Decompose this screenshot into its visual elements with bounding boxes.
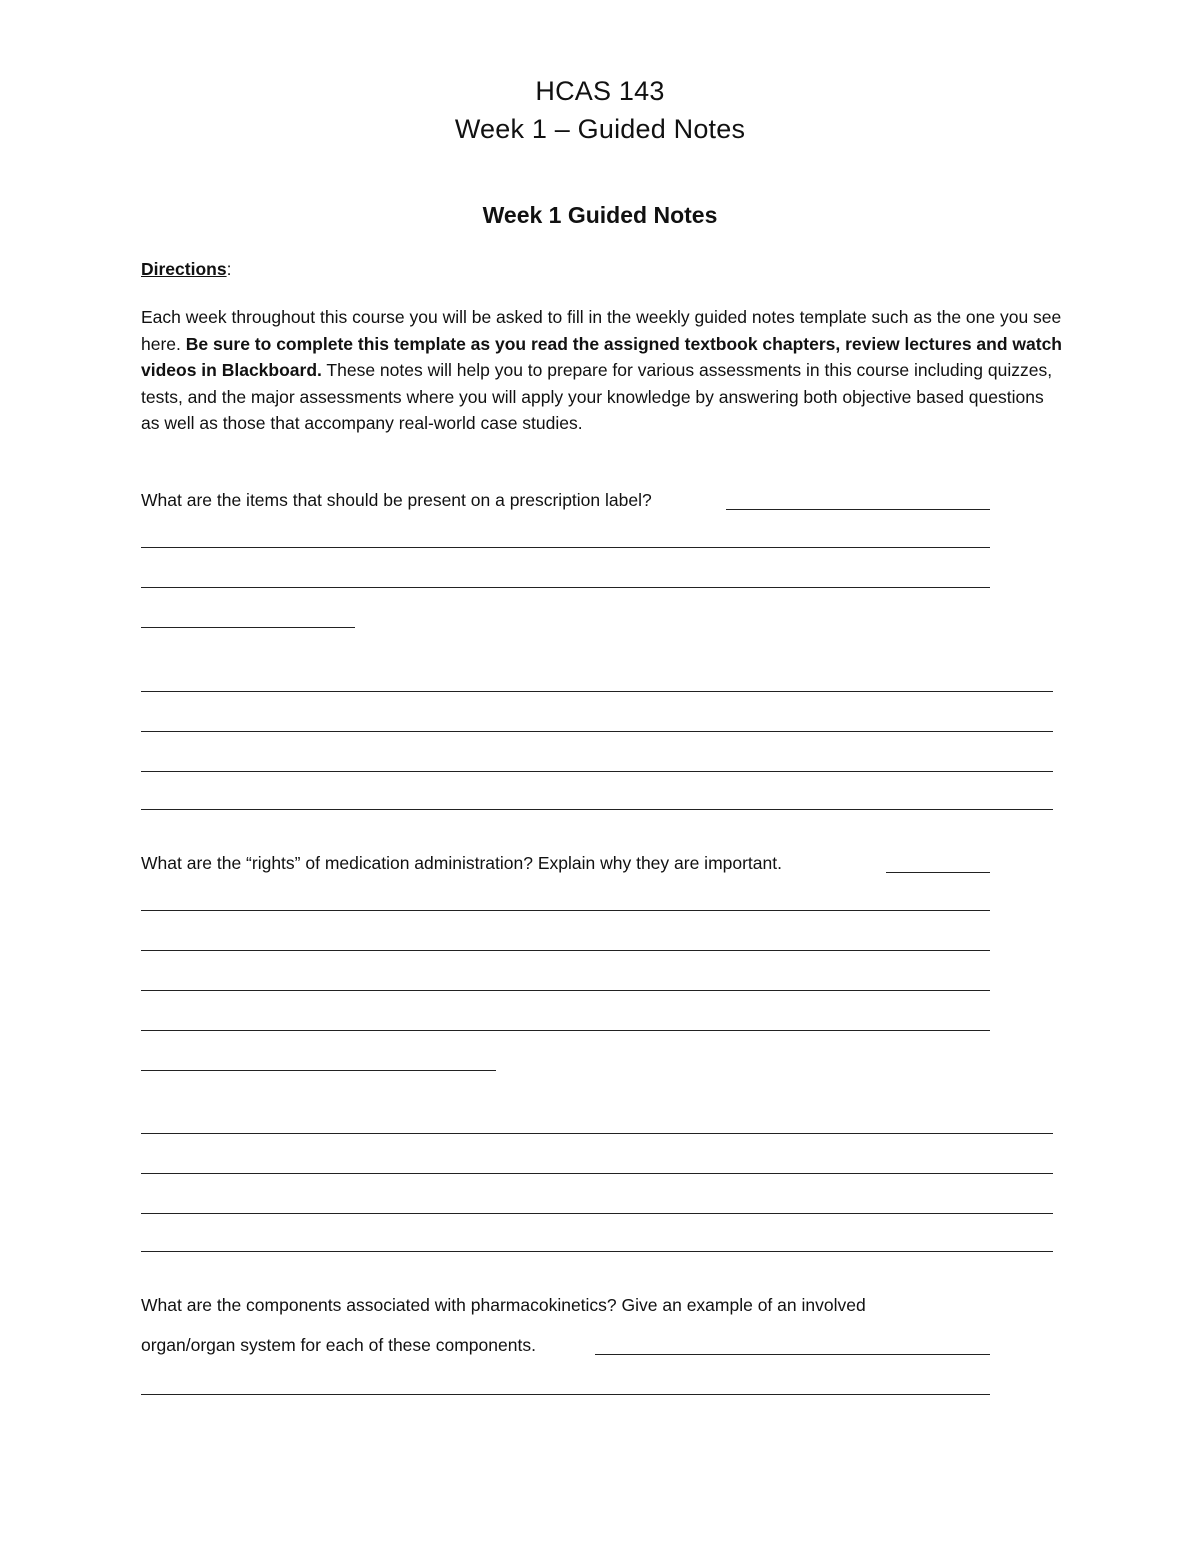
question-1-answer-blank[interactable]: [726, 509, 990, 510]
answer-line[interactable]: [141, 547, 990, 548]
directions-paragraph: [141, 304, 1066, 437]
answer-line[interactable]: [141, 910, 990, 911]
directions-heading: [141, 256, 1061, 283]
directions-label: Directions: [141, 259, 227, 279]
question-2-text: What are the “rights” of medication administration? Explain why they are important.: [141, 853, 782, 873]
answer-line[interactable]: [141, 950, 990, 951]
directions-intro: Each week throughout this course you will be asked to fill in the weekly guided notes template such as the one you see here.: [141, 307, 1062, 354]
answer-line[interactable]: [141, 809, 1053, 810]
answer-line[interactable]: [141, 1173, 1053, 1174]
answer-line[interactable]: [141, 771, 1053, 772]
answer-line[interactable]: [141, 1030, 990, 1031]
question-1-text: What are the items that should be present on a prescription label?: [141, 490, 652, 510]
document-subtitle: Week 1 – Guided Notes: [454, 114, 746, 144]
question-2-answer-blank[interactable]: [886, 872, 990, 873]
directions-rest: These notes will help you to prepare for various assessments in this course including quizzes, tests, and the major assessments where you will apply your knowledge by answering both objective based questions as well as those that accompany real-world case studies.: [141, 360, 1053, 433]
question-1: [141, 488, 652, 512]
directions-emphasis: Be sure to complete this template as you read the assigned textbook chapters, review lectures and watch videos in Blackboard.: [141, 333, 1062, 380]
answer-line[interactable]: [141, 587, 990, 588]
answer-line[interactable]: [141, 1133, 1053, 1134]
question-2: [141, 851, 782, 875]
question-3-line-2: organ/organ system for each of these components.: [141, 1335, 536, 1355]
answer-line[interactable]: [141, 990, 990, 991]
answer-line[interactable]: [141, 1213, 1053, 1214]
answer-line[interactable]: [141, 691, 1053, 692]
course-code: HCAS 143: [535, 76, 665, 106]
answer-line[interactable]: [141, 1070, 496, 1071]
section-title: Week 1 Guided Notes: [482, 202, 718, 228]
question-3-answer-blank[interactable]: [595, 1354, 990, 1355]
answer-line[interactable]: [141, 627, 355, 628]
answer-line[interactable]: [141, 1251, 1053, 1252]
answer-line[interactable]: [141, 1394, 990, 1395]
answer-line[interactable]: [141, 731, 1053, 732]
directions-colon: :: [226, 259, 232, 279]
question-3-line-1: What are the components associated with pharmacokinetics? Give an example of an involved: [141, 1295, 866, 1315]
